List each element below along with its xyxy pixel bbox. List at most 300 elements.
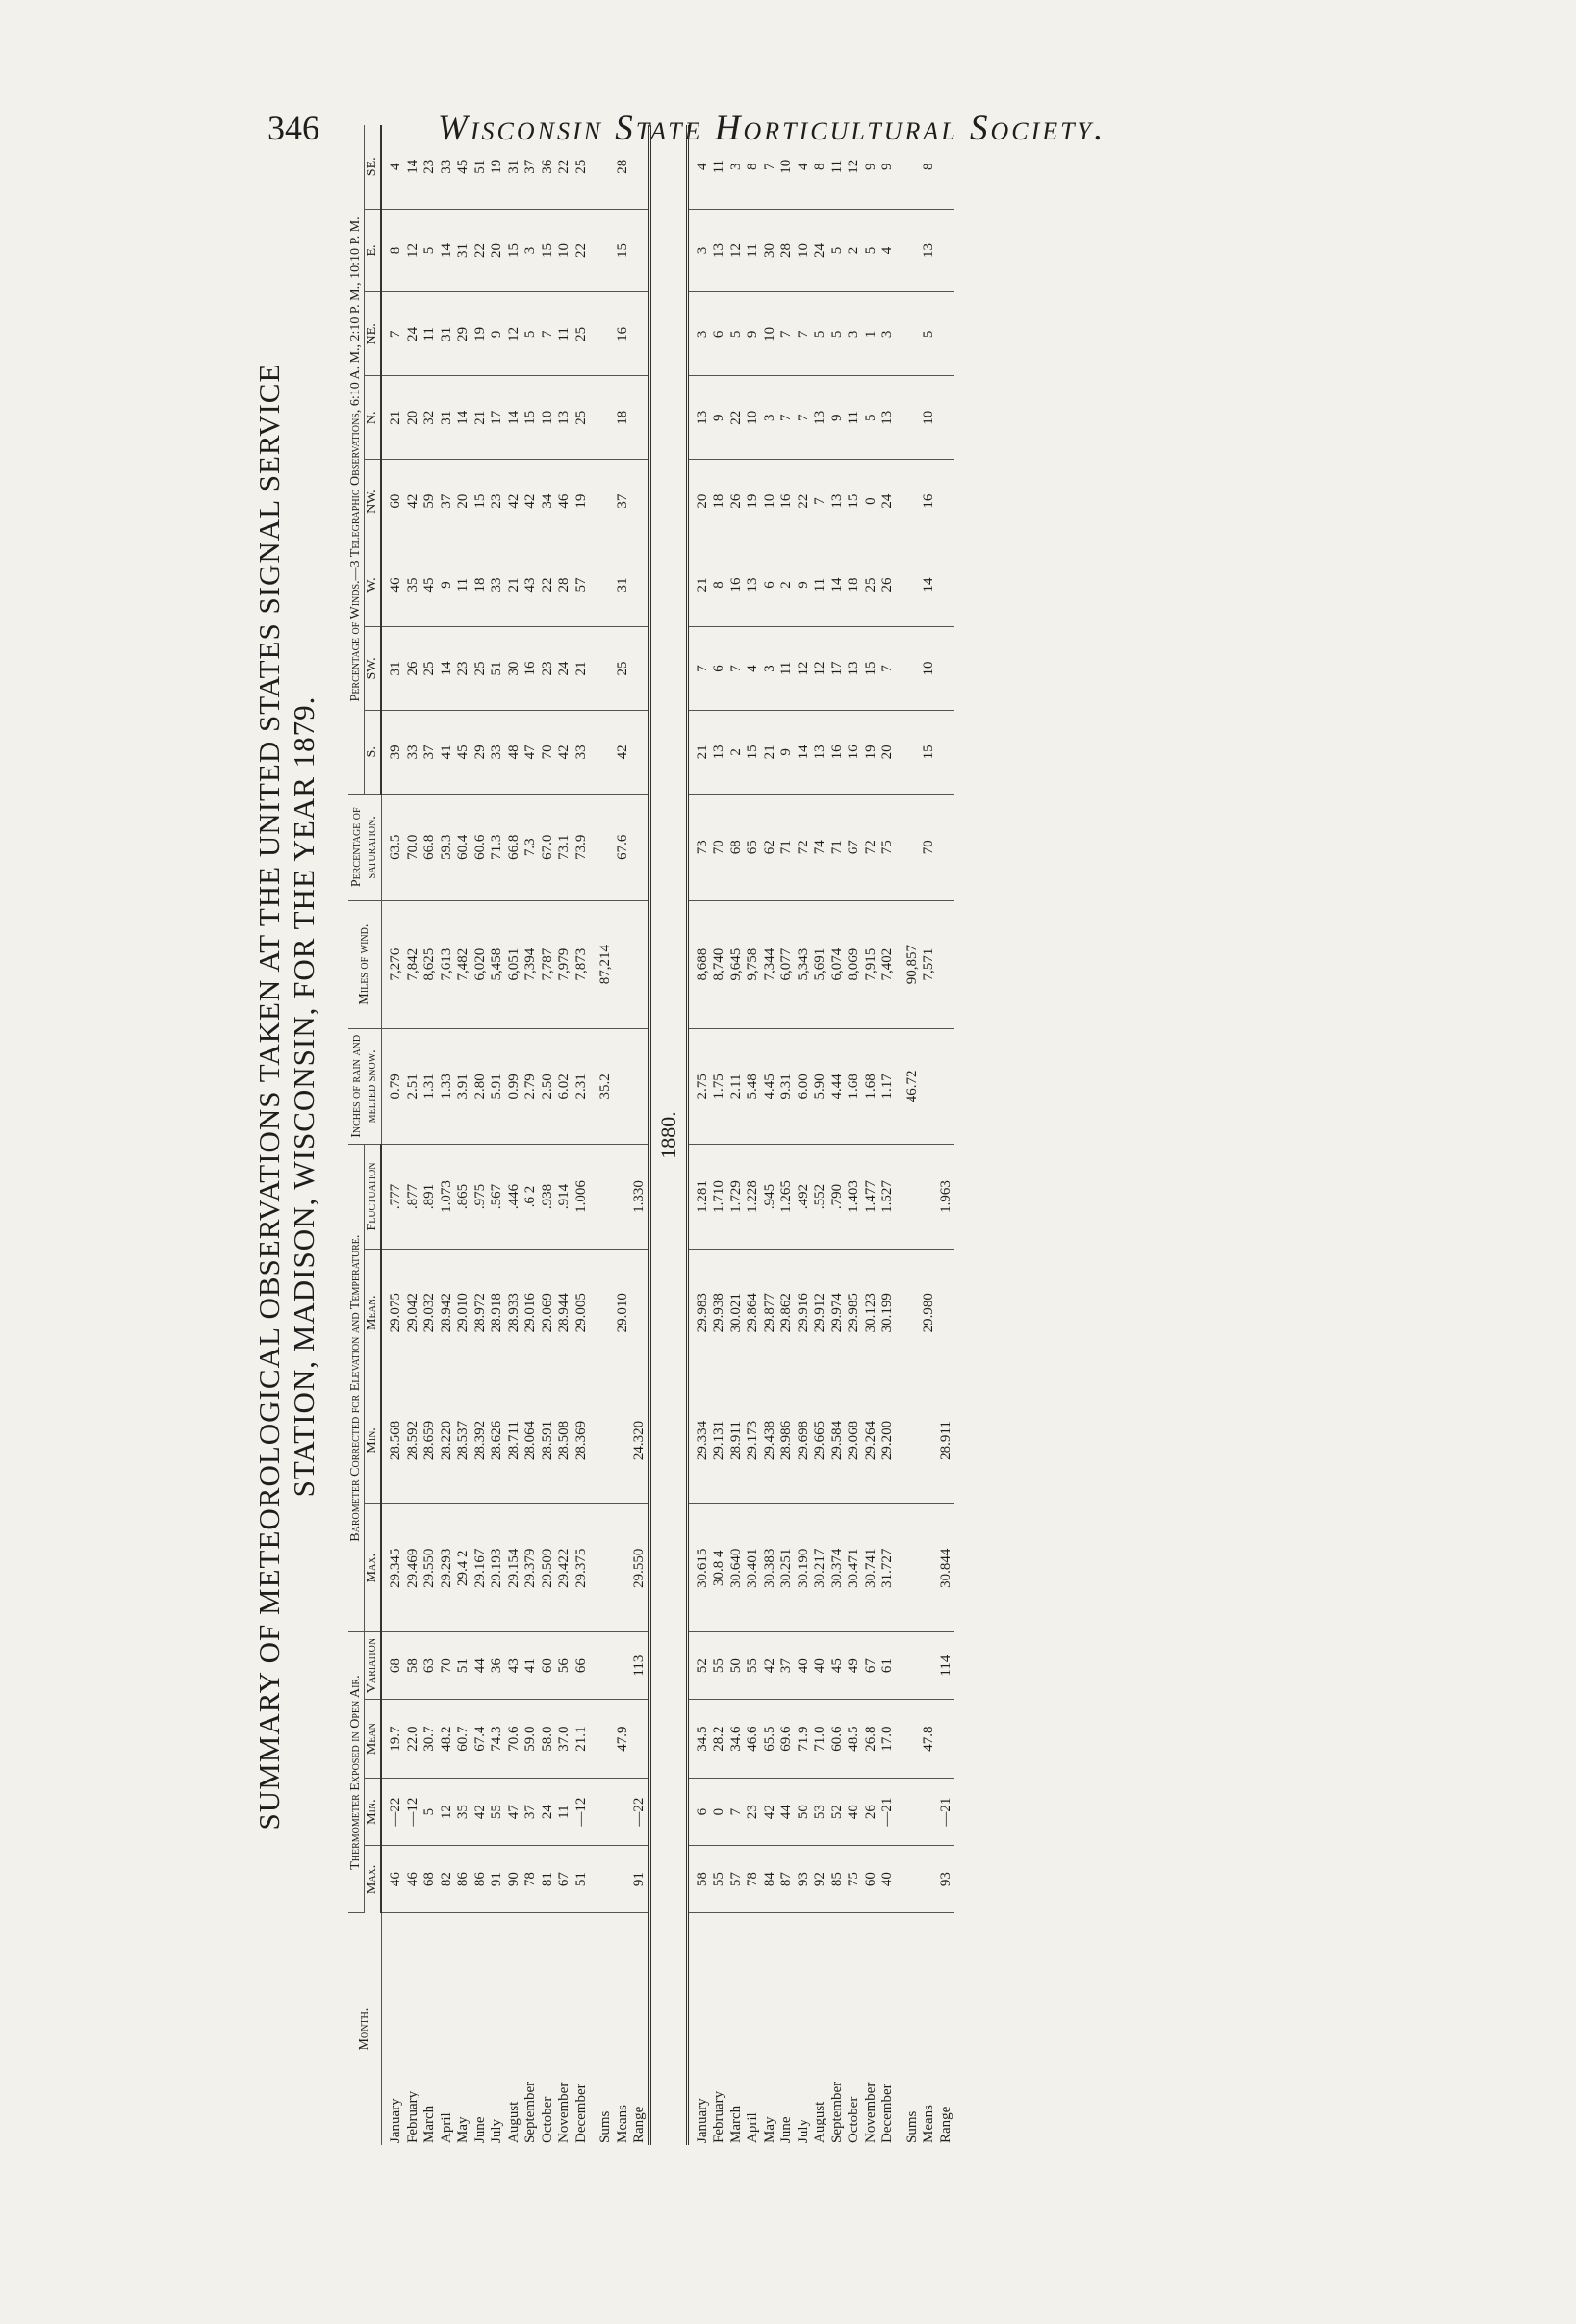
thermo-min-header: Min. — [365, 1779, 382, 1846]
value-cell: 5 — [522, 292, 540, 376]
value-cell: 4 — [687, 125, 711, 209]
value-cell: 48 — [506, 710, 523, 794]
value-cell: 7,613 — [439, 900, 456, 1028]
value-cell: 35 — [405, 543, 422, 627]
value-cell: 8,740 — [711, 900, 728, 1028]
value-cell: 21 — [573, 626, 591, 710]
value-cell: 93 — [938, 1846, 955, 1913]
value-cell: 30.383 — [762, 1504, 779, 1632]
month-cell: August — [812, 2101, 827, 2143]
value-cell: 2.80 — [472, 1028, 490, 1145]
value-cell: 84 — [762, 1846, 779, 1913]
value-cell: 1.477 — [863, 1145, 880, 1250]
value-cell — [938, 543, 955, 627]
value-cell: 28.064 — [522, 1377, 540, 1504]
summary-row-1879 — [590, 125, 615, 2145]
table-row-1880 — [879, 125, 897, 2145]
value-cell: 28.392 — [472, 1377, 490, 1504]
value-cell — [590, 376, 615, 460]
value-cell — [590, 1779, 615, 1846]
value-cell: 20 — [489, 209, 506, 292]
value-cell: 67.4 — [472, 1700, 490, 1779]
thermo-mean-header: Mean — [365, 1700, 382, 1779]
value-cell: 71 — [778, 794, 796, 900]
table-row-1880 — [863, 125, 880, 2145]
wind-nw-header: NW. — [365, 460, 382, 543]
value-cell: 13 — [812, 710, 829, 794]
value-cell: 28.508 — [556, 1377, 573, 1504]
baro-max-header: Max. — [365, 1504, 382, 1632]
value-cell: 25 — [421, 626, 439, 710]
value-cell: 2 — [728, 710, 746, 794]
value-cell: 16 — [921, 460, 938, 543]
value-cell: 72 — [863, 794, 880, 900]
table-row-1879 — [472, 125, 490, 2145]
value-cell — [897, 376, 922, 460]
value-cell: 30.741 — [863, 1504, 880, 1632]
value-cell: 15 — [846, 460, 863, 543]
value-cell: 13 — [812, 376, 829, 460]
value-cell: 42 — [762, 1632, 779, 1700]
value-cell: .975 — [472, 1145, 490, 1250]
month-cell: August — [505, 2101, 521, 2143]
value-cell: 1.729 — [728, 1145, 746, 1250]
value-cell: 73.1 — [556, 794, 573, 900]
value-cell: 13 — [556, 376, 573, 460]
value-cell: 24 — [405, 292, 422, 376]
value-cell: 30.401 — [745, 1504, 762, 1632]
value-cell: 26 — [863, 1779, 880, 1846]
value-cell — [631, 626, 649, 710]
value-cell: 55 — [711, 1846, 728, 1913]
value-cell: 70 — [711, 794, 728, 900]
value-cell: 9 — [489, 292, 506, 376]
month-cell: January — [387, 2098, 403, 2143]
value-cell: 30.615 — [687, 1504, 711, 1632]
value-cell — [631, 460, 649, 543]
table-row-1880 — [762, 125, 779, 2145]
value-cell: 15 — [522, 376, 540, 460]
wind-se-header: SE. — [365, 125, 382, 209]
value-cell: 7 — [728, 1779, 746, 1846]
value-cell: 42 — [762, 1779, 779, 1846]
baro-mean-header: Mean. — [365, 1249, 382, 1377]
value-cell: 29.916 — [796, 1249, 813, 1377]
title-line-2: STATION, MADISON, WISCONSIN, FOR THE YEAR 1879. — [287, 695, 320, 1498]
value-cell — [631, 1700, 649, 1779]
value-cell: 29.264 — [863, 1377, 880, 1504]
value-cell: 113 — [631, 1632, 649, 1700]
value-cell: 28.986 — [778, 1377, 796, 1504]
value-cell: 14 — [921, 543, 938, 627]
value-cell: 11 — [745, 209, 762, 292]
value-cell: 57 — [573, 543, 591, 627]
value-cell: 31 — [381, 626, 405, 710]
value-cell: 3 — [762, 376, 779, 460]
value-cell: 29.016 — [522, 1249, 540, 1377]
value-cell: 4.44 — [829, 1028, 847, 1145]
value-cell: 91 — [631, 1846, 649, 1913]
month-cell: January — [694, 2098, 710, 2143]
value-cell — [615, 1632, 632, 1700]
value-cell: 39 — [381, 710, 405, 794]
table-row-1880 — [728, 125, 746, 2145]
value-cell: .877 — [405, 1145, 422, 1250]
value-cell: 19 — [472, 292, 490, 376]
value-cell: 29.912 — [812, 1249, 829, 1377]
value-cell: 29.877 — [762, 1249, 779, 1377]
wind-e-header: E. — [365, 209, 382, 292]
value-cell: 3 — [762, 626, 779, 710]
value-cell: 14 — [439, 209, 456, 292]
value-cell: 60 — [863, 1846, 880, 1913]
value-cell: 61 — [879, 1632, 897, 1700]
value-cell: 8,688 — [687, 900, 711, 1028]
value-cell: 46 — [381, 1846, 405, 1913]
value-cell: 11 — [812, 543, 829, 627]
value-cell: 15 — [745, 710, 762, 794]
value-cell — [921, 1377, 938, 1504]
value-cell: 7,394 — [522, 900, 540, 1028]
value-cell: 3 — [687, 292, 711, 376]
value-cell — [631, 1028, 649, 1145]
value-cell: 29.509 — [540, 1504, 557, 1632]
value-cell: 71.9 — [796, 1700, 813, 1779]
value-cell: 26 — [405, 626, 422, 710]
value-cell: 10 — [921, 626, 938, 710]
value-cell: 51 — [573, 1846, 591, 1913]
value-cell: 33 — [489, 710, 506, 794]
value-cell: 14 — [405, 125, 422, 209]
value-cell: 34 — [540, 460, 557, 543]
table-row-1879 — [540, 125, 557, 2145]
month-cell: March — [727, 2105, 744, 2143]
value-cell: 93 — [796, 1846, 813, 1913]
value-cell: 9,758 — [745, 900, 762, 1028]
value-cell: 28.591 — [540, 1377, 557, 1504]
value-cell: 42 — [405, 460, 422, 543]
value-cell: 46.6 — [745, 1700, 762, 1779]
value-cell: 25 — [573, 125, 591, 209]
table-wrapper — [348, 125, 954, 2145]
wind-ne-header: NE. — [365, 292, 382, 376]
value-cell: 9 — [745, 292, 762, 376]
value-cell — [590, 1504, 615, 1632]
value-cell — [615, 1145, 632, 1250]
value-cell: 6.02 — [556, 1028, 573, 1145]
value-cell — [590, 710, 615, 794]
value-cell: 16 — [728, 543, 746, 627]
value-cell: 29.069 — [540, 1249, 557, 1377]
value-cell — [897, 1145, 922, 1250]
value-cell: 51 — [472, 125, 490, 209]
value-cell — [631, 710, 649, 794]
value-cell: 3 — [522, 209, 540, 292]
value-cell: 16 — [522, 626, 540, 710]
month-cell: April — [438, 2112, 454, 2143]
value-cell: 29.862 — [778, 1249, 796, 1377]
value-cell: 30 — [762, 209, 779, 292]
value-cell — [615, 900, 632, 1028]
value-cell: 56 — [556, 1632, 573, 1700]
value-cell: 5.48 — [745, 1028, 762, 1145]
value-cell: 10 — [762, 460, 779, 543]
table-row-1879 — [405, 125, 422, 2145]
value-cell: 1.330 — [631, 1145, 649, 1250]
value-cell: 23 — [540, 626, 557, 710]
value-cell: 46.72 — [897, 1028, 922, 1145]
value-cell: 37 — [522, 125, 540, 209]
value-cell: 12 — [506, 292, 523, 376]
value-cell — [897, 460, 922, 543]
value-cell: 55 — [711, 1632, 728, 1700]
value-cell: 11 — [556, 1779, 573, 1846]
value-cell: 8 — [745, 125, 762, 209]
value-cell: 1.073 — [439, 1145, 456, 1250]
table-row-1880 — [711, 125, 728, 2145]
year-divider-row — [649, 125, 687, 2145]
value-cell — [897, 1249, 922, 1377]
value-cell: 29.985 — [846, 1249, 863, 1377]
value-cell: 31 — [615, 543, 632, 627]
value-cell: 7 — [762, 125, 779, 209]
value-cell — [938, 900, 955, 1028]
value-cell: 21 — [506, 543, 523, 627]
value-cell: 7,344 — [762, 900, 779, 1028]
value-cell: 25 — [472, 626, 490, 710]
value-cell: 30.021 — [728, 1249, 746, 1377]
month-cell: June — [778, 2116, 794, 2143]
value-cell: 40 — [879, 1846, 897, 1913]
month-cell: November — [556, 2082, 572, 2143]
value-cell — [590, 292, 615, 376]
value-cell: 87 — [778, 1846, 796, 1913]
value-cell: 70.0 — [405, 794, 422, 900]
value-cell: 10 — [778, 125, 796, 209]
value-cell: 28.972 — [472, 1249, 490, 1377]
value-cell: 8,069 — [846, 900, 863, 1028]
value-cell: 29.131 — [711, 1377, 728, 1504]
value-cell: 33 — [439, 125, 456, 209]
value-cell: 26 — [879, 543, 897, 627]
value-cell: 33 — [573, 710, 591, 794]
summary-row-1880 — [921, 125, 938, 2145]
value-cell: 29.375 — [573, 1504, 591, 1632]
month-cell: July — [795, 2118, 811, 2143]
value-cell: 9 — [829, 376, 847, 460]
value-cell: 45 — [455, 125, 472, 209]
value-cell: .446 — [506, 1145, 523, 1250]
month-cell: May — [455, 2116, 470, 2143]
value-cell: 2 — [778, 543, 796, 627]
value-cell: 67.0 — [540, 794, 557, 900]
value-cell — [921, 1779, 938, 1846]
value-cell: 29.665 — [812, 1377, 829, 1504]
value-cell: 7,979 — [556, 900, 573, 1028]
value-cell: 85 — [829, 1846, 847, 1913]
running-head: Wisconsin State Horticultural Society. — [438, 109, 1106, 148]
value-cell: 67 — [556, 1846, 573, 1913]
value-cell: 20 — [405, 376, 422, 460]
value-cell: —21 — [879, 1779, 897, 1846]
value-cell: .6 2 — [522, 1145, 540, 1250]
value-cell: 28.942 — [439, 1249, 456, 1377]
value-cell: 22 — [728, 376, 746, 460]
value-cell: 70 — [921, 794, 938, 900]
value-cell: .891 — [421, 1145, 439, 1250]
value-cell: 45 — [829, 1632, 847, 1700]
value-cell: 75 — [846, 1846, 863, 1913]
month-cell: Sums — [903, 2110, 920, 2143]
wind-miles-header: Miles of wind. — [348, 900, 381, 1028]
value-cell: —12 — [405, 1779, 422, 1846]
value-cell: 35.2 — [590, 1028, 615, 1145]
month-cell: October — [846, 2096, 861, 2143]
value-cell: 1.31 — [421, 1028, 439, 1145]
value-cell: 20 — [455, 460, 472, 543]
value-cell: 13 — [846, 626, 863, 710]
value-cell: 28.711 — [506, 1377, 523, 1504]
value-cell: 30.374 — [829, 1504, 847, 1632]
table-row-1880 — [687, 125, 711, 2145]
value-cell: 1.403 — [846, 1145, 863, 1250]
value-cell: 67 — [863, 1632, 880, 1700]
value-cell — [590, 626, 615, 710]
value-cell: 82 — [439, 1846, 456, 1913]
value-cell: .865 — [455, 1145, 472, 1250]
value-cell — [938, 460, 955, 543]
value-cell: 14 — [455, 376, 472, 460]
value-cell — [921, 1846, 938, 1913]
value-cell: 1.006 — [573, 1145, 591, 1250]
value-cell: 5.91 — [489, 1028, 506, 1145]
value-cell: 5 — [863, 376, 880, 460]
value-cell: 4 — [381, 125, 405, 209]
value-cell: 68 — [381, 1632, 405, 1700]
month-cell: June — [471, 2116, 488, 2143]
value-cell: 62 — [762, 794, 779, 900]
value-cell: 5,691 — [812, 900, 829, 1028]
value-cell: 0 — [863, 460, 880, 543]
value-cell — [938, 626, 955, 710]
value-cell: 28.911 — [728, 1377, 746, 1504]
value-cell: 29.173 — [745, 1377, 762, 1504]
value-cell: 29.422 — [556, 1504, 573, 1632]
value-cell: 25 — [573, 376, 591, 460]
value-cell: 37 — [615, 460, 632, 543]
wind-w-header: W. — [365, 543, 382, 627]
value-cell: 58 — [687, 1846, 711, 1913]
value-cell: 28 — [778, 209, 796, 292]
value-cell: 31 — [439, 292, 456, 376]
value-cell: 28.944 — [556, 1249, 573, 1377]
value-cell: 19 — [863, 710, 880, 794]
value-cell — [938, 1700, 955, 1779]
value-cell: 29.010 — [615, 1249, 632, 1377]
value-cell — [590, 1700, 615, 1779]
value-cell: 7 — [540, 292, 557, 376]
value-cell: 22 — [472, 209, 490, 292]
table-row-1880 — [796, 125, 813, 2145]
value-cell: 19.7 — [381, 1700, 405, 1779]
value-cell: 23 — [421, 125, 439, 209]
value-cell: 17.0 — [879, 1700, 897, 1779]
month-cell: April — [745, 2112, 760, 2143]
value-cell: 14 — [829, 543, 847, 627]
value-cell: .914 — [556, 1145, 573, 1250]
value-cell: 22 — [573, 209, 591, 292]
value-cell: 15 — [540, 209, 557, 292]
value-cell: 28.933 — [506, 1249, 523, 1377]
value-cell — [897, 626, 922, 710]
baro-min-header: Min. — [365, 1377, 382, 1504]
month-cell: Range — [937, 2106, 953, 2143]
value-cell — [938, 376, 955, 460]
value-cell: 1.68 — [846, 1028, 863, 1145]
value-cell: 59 — [421, 460, 439, 543]
value-cell: 59.0 — [522, 1700, 540, 1779]
value-cell: 0.99 — [506, 1028, 523, 1145]
value-cell: —12 — [573, 1779, 591, 1846]
value-cell — [921, 1028, 938, 1145]
value-cell: 12 — [796, 626, 813, 710]
value-cell: 29.334 — [687, 1377, 711, 1504]
value-cell: 5,343 — [796, 900, 813, 1028]
value-cell: 28.568 — [381, 1377, 405, 1504]
value-cell: 14 — [506, 376, 523, 460]
value-cell: 2.50 — [540, 1028, 557, 1145]
value-cell: 6,051 — [506, 900, 523, 1028]
value-cell: 29.193 — [489, 1504, 506, 1632]
title-line-1: SUMMARY OF METEOROLOGICAL OBSERVATIONS TAKEN AT THE UNITED STATES SIGNAL SERVICE — [252, 363, 286, 1831]
value-cell: 29.068 — [846, 1377, 863, 1504]
value-cell: 78 — [522, 1846, 540, 1913]
value-cell: 29.4 2 — [455, 1504, 472, 1632]
value-cell: 42 — [556, 710, 573, 794]
value-cell: 28.220 — [439, 1377, 456, 1504]
value-cell: 1.963 — [938, 1145, 955, 1250]
value-cell: 47.8 — [921, 1700, 938, 1779]
summary-row-1880 — [938, 125, 955, 2145]
value-cell: 42 — [472, 1779, 490, 1846]
value-cell: 43 — [506, 1632, 523, 1700]
value-cell: 18 — [846, 543, 863, 627]
table-row-1880 — [745, 125, 762, 2145]
value-cell: 60.6 — [472, 794, 490, 900]
value-cell: 12 — [439, 1779, 456, 1846]
value-cell: 58 — [405, 1632, 422, 1700]
value-cell: 55 — [489, 1779, 506, 1846]
value-cell: 10 — [762, 292, 779, 376]
value-cell: 29.075 — [381, 1249, 405, 1377]
value-cell — [897, 125, 922, 209]
table-row-1879 — [455, 125, 472, 2145]
value-cell — [897, 1846, 922, 1913]
value-cell: 9 — [439, 543, 456, 627]
value-cell: 7 — [812, 460, 829, 543]
value-cell: 22.0 — [405, 1700, 422, 1779]
value-cell — [921, 1145, 938, 1250]
value-cell: 12 — [812, 626, 829, 710]
value-cell: .567 — [489, 1145, 506, 1250]
value-cell: 29.438 — [762, 1377, 779, 1504]
value-cell: 12 — [405, 209, 422, 292]
table-row-1879 — [381, 125, 405, 2145]
value-cell: 7 — [796, 376, 813, 460]
value-cell: 7,915 — [863, 900, 880, 1028]
month-cell: October — [539, 2096, 555, 2143]
value-cell: 78 — [745, 1846, 762, 1913]
